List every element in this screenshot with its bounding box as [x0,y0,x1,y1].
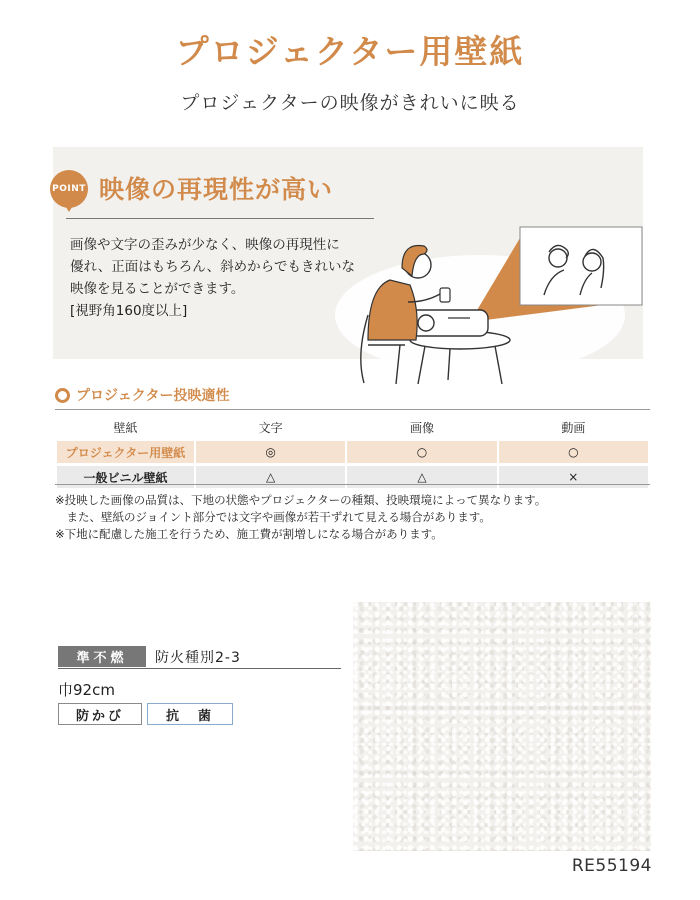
table-cell: ○ [347,441,496,463]
fire-rating-value: 防火種別2-3 [155,650,241,666]
point-line: [視野角160度以上] [70,303,188,319]
column-header: 動画 [561,420,586,435]
table-header-row [57,416,648,438]
spec-divider [58,668,341,669]
table-cell: △ [196,466,345,488]
row-label: プロジェクター用壁紙 [57,441,194,463]
mold-resistant-tag: 防かび [58,703,142,725]
point-line: 映像を見ることができます。 [70,281,245,297]
table-cell: △ [347,466,496,488]
note-line: ※投映した画像の品質は、下地の状態やプロジェクターの種類、投映環境によって異なります。 [55,493,547,507]
suitability-table [55,413,650,491]
projector-illustration [330,210,643,385]
point-divider [66,218,374,219]
fire-rating-label: 準不燃 [58,646,146,667]
table-cell: × [499,466,648,488]
column-header: 画像 [409,420,434,435]
roll-width: 巾92cm [58,681,115,699]
circle-bullet-icon [55,388,70,403]
suitability-heading-text: プロジェクター投映適性 [76,388,230,404]
point-line: 画像や文字の歪みが少なく、映像の再現性に [70,237,340,253]
wallpaper-swatch [353,602,651,851]
antibacterial-tag: 抗 菌 [147,703,233,725]
suitability-bottom-rule [55,484,650,485]
page-title: プロジェクター用壁紙 [175,32,525,71]
point-badge: POINT [50,170,88,208]
note-line: また、壁紙のジョイント部分では文字や画像が若干ずれて見える場合があります。 [55,510,491,524]
notes [55,492,546,543]
table-cell: ○ [499,441,648,463]
page-subtitle: プロジェクターの映像がきれいに映る [180,92,520,114]
column-header: 壁紙 [113,420,138,435]
product-code: RE55194 [571,856,652,876]
point-line: 優れ、正面はもちろん、斜めからでもきれいな [70,259,355,275]
point-heading: 映像の再現性が高い [99,175,334,204]
suitability-heading [55,385,229,405]
point-badge-tail [64,204,74,212]
table-cell: ◎ [196,441,345,463]
suitability-top-rule [55,409,650,410]
note-line: ※下地に配慮した施工を行うため、施工費が割増しになる場合があります。 [55,527,443,541]
column-header: 文字 [258,420,283,435]
table-row [57,441,648,463]
row-label: 一般ビニル壁紙 [57,466,194,488]
